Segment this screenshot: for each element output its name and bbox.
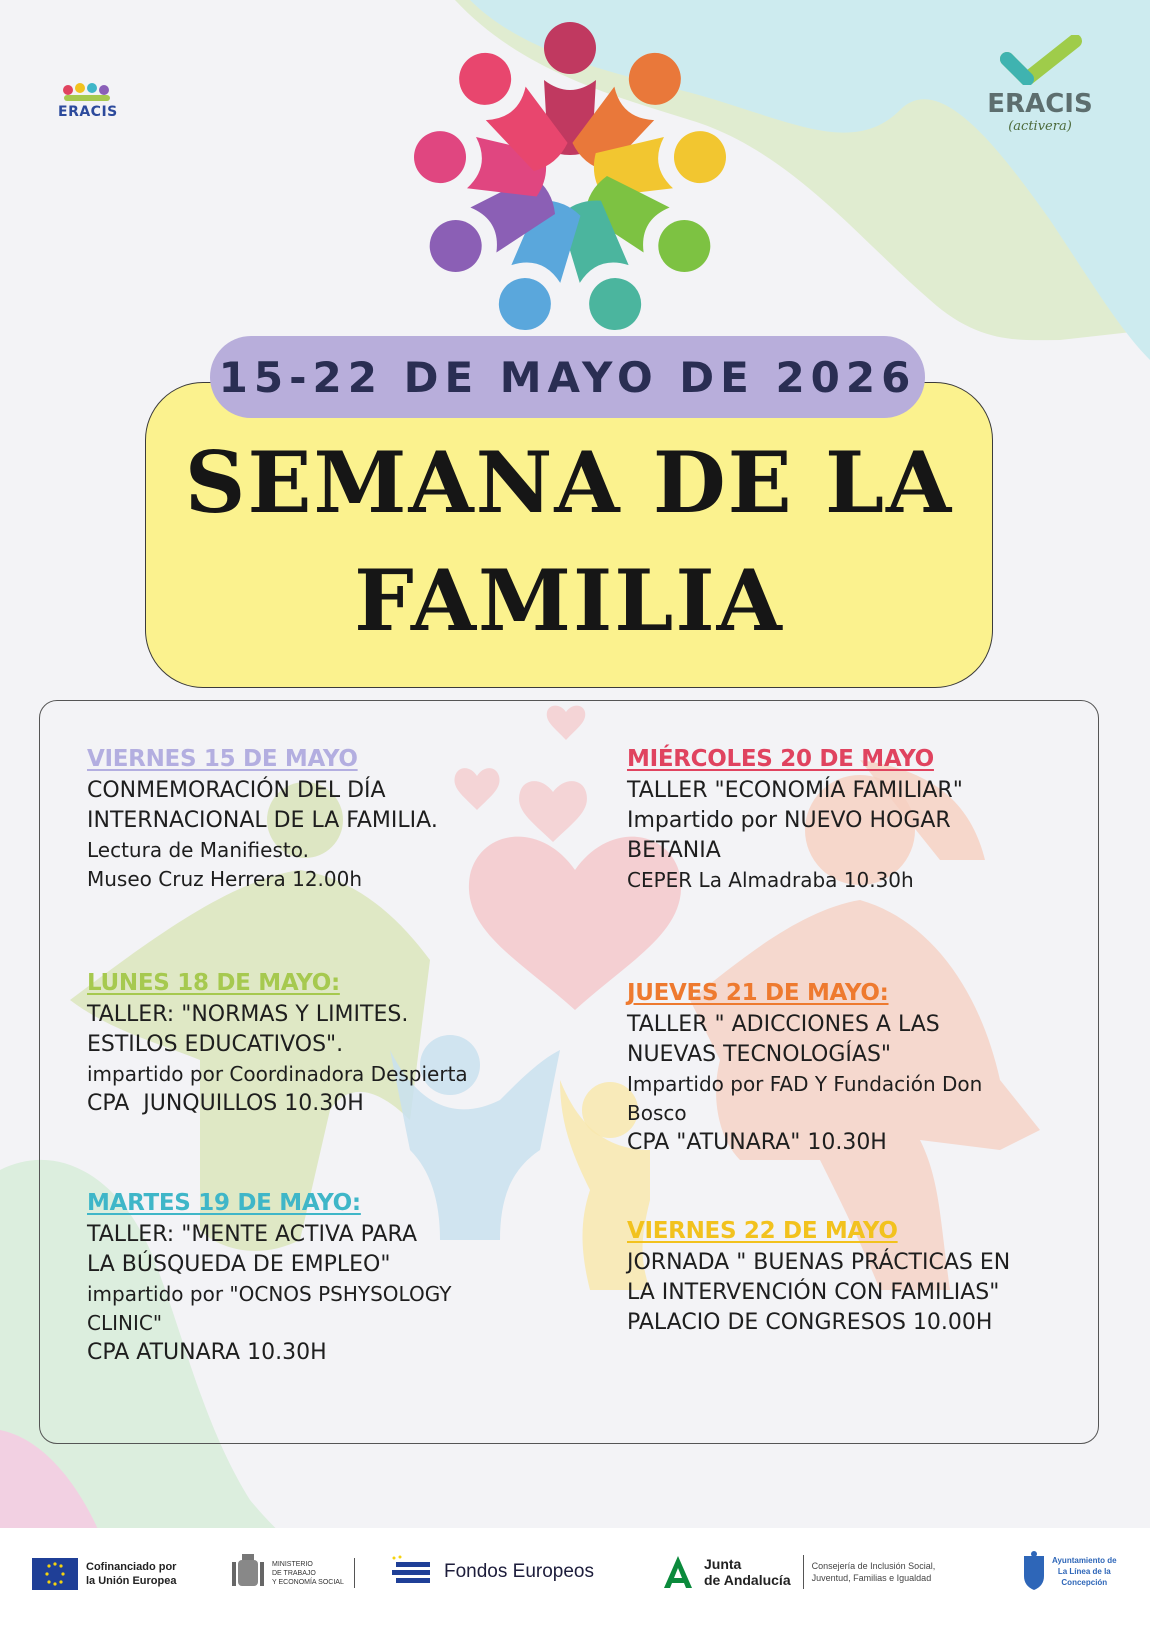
event-jueves-21 — [627, 980, 1087, 1158]
event-day: VIERNES 22 DE MAYO — [627, 1218, 898, 1244]
eracis-right-label: ERACIS — [987, 89, 1093, 119]
junta-andalucia-logo — [660, 1552, 935, 1592]
event-line: NUEVAS TECNOLOGÍAS" — [627, 1042, 892, 1067]
event-line: Lectura de Manifiesto. — [87, 838, 309, 862]
event-day: LUNES 18 DE MAYO: — [87, 970, 340, 996]
event-line: TALLER "ECONOMÍA FAMILIAR" — [627, 778, 963, 803]
event-miercoles-20 — [627, 746, 1087, 895]
eracis-logo-small — [58, 80, 118, 120]
ministry-text-2: DE TRABAJO — [272, 1569, 316, 1577]
shield-icon — [1022, 1550, 1046, 1592]
junta-icon — [660, 1552, 696, 1592]
event-line: TALLER " ADICCIONES A LAS — [627, 1012, 940, 1037]
eracis-tagline: (activera) — [1008, 119, 1072, 134]
fondos-label: Fondos Europeos — [444, 1561, 594, 1582]
eu-text-2: la Unión Europea — [86, 1575, 177, 1587]
event-day: MARTES 19 DE MAYO: — [87, 1190, 361, 1216]
event-line: ESTILOS EDUCATIVOS". — [87, 1032, 344, 1057]
event-line: PALACIO DE CONGRESOS 10.00H — [627, 1310, 993, 1335]
event-line: CEPER La Almadraba 10.30h — [627, 868, 914, 892]
circle-of-people-icon — [400, 20, 740, 345]
junta-text-2: de Andalucía — [704, 1572, 791, 1588]
fondos-icon — [388, 1554, 438, 1590]
event-line: TALLER: "NORMAS Y LIMITES. — [87, 1002, 409, 1027]
event-line: impartido por Coordinadora Despierta — [87, 1062, 468, 1086]
date-banner: 15-22 DE MAYO DE 2026 — [210, 336, 925, 418]
title-line-2: FAMILIA — [354, 551, 784, 650]
consejeria-text-2: Juventud, Familias e Igualdad — [811, 1573, 932, 1583]
event-line: Museo Cruz Herrera 12.00h — [87, 867, 363, 891]
event-line: Bosco — [627, 1101, 687, 1125]
eu-logo — [32, 1558, 176, 1590]
fondos-europeos-logo — [388, 1554, 594, 1590]
people-icon — [58, 80, 118, 104]
event-line: impartido por "OCNOS PSHYSOLOGY — [87, 1282, 452, 1306]
event-day: MIÉRCOLES 20 DE MAYO — [627, 746, 934, 772]
ministry-logo — [230, 1552, 355, 1594]
event-line: TALLER: "MENTE ACTIVA PARA — [87, 1222, 417, 1247]
event-line: Impartido por FAD Y Fundación Don — [627, 1072, 983, 1096]
event-viernes-15 — [87, 746, 547, 894]
junta-text-1: Junta — [704, 1556, 742, 1572]
ministry-text-3: Y ECONOMÍA SOCIAL — [272, 1578, 344, 1586]
footer-logos — [0, 1528, 1150, 1626]
event-line: INTERNACIONAL DE LA FAMILIA. — [87, 808, 438, 833]
ayuntamiento-logo — [1022, 1550, 1117, 1592]
event-day: VIERNES 15 DE MAYO — [87, 746, 358, 772]
event-line: CPA "ATUNARA" 10.30H — [627, 1130, 887, 1155]
event-day: JUEVES 21 DE MAYO: — [627, 980, 889, 1006]
eracis-logo-right — [975, 35, 1105, 145]
event-line: CLINIC" — [87, 1311, 163, 1335]
consejeria-text-1: Consejería de Inclusión Social, — [811, 1561, 936, 1571]
event-line: CPA JUNQUILLOS 10.30H — [87, 1091, 364, 1116]
event-line: CONMEMORACIÓN DEL DÍA — [87, 778, 386, 803]
ayto-text-1: Ayuntamiento de — [1052, 1555, 1117, 1565]
eu-text-1: Cofinanciado por — [86, 1561, 177, 1573]
coat-of-arms-icon — [230, 1552, 266, 1594]
title-box — [145, 382, 993, 688]
event-line: JORNADA " BUENAS PRÁCTICAS EN — [627, 1250, 1011, 1275]
event-viernes-22 — [627, 1218, 1087, 1338]
event-martes-19 — [87, 1190, 547, 1368]
eracis-small-label: ERACIS — [58, 104, 118, 120]
event-line: CPA ATUNARA 10.30H — [87, 1340, 327, 1365]
event-line: LA BÚSQUEDA DE EMPLEO" — [87, 1252, 391, 1277]
checkmark-icon — [995, 35, 1085, 85]
ayto-text-3: Concepción — [1061, 1577, 1108, 1587]
ayto-text-2: La Línea de la — [1057, 1566, 1111, 1576]
event-line: LA INTERVENCIÓN CON FAMILIAS" — [627, 1280, 1000, 1305]
event-line: BETANIA — [627, 838, 721, 863]
event-line: Impartido por NUEVO HOGAR — [627, 808, 951, 833]
title-line-1: SEMANA DE LA — [184, 433, 954, 532]
eu-flag-icon — [32, 1558, 78, 1590]
event-lunes-18 — [87, 970, 547, 1119]
ministry-text-1: MINISTERIO — [272, 1560, 313, 1568]
